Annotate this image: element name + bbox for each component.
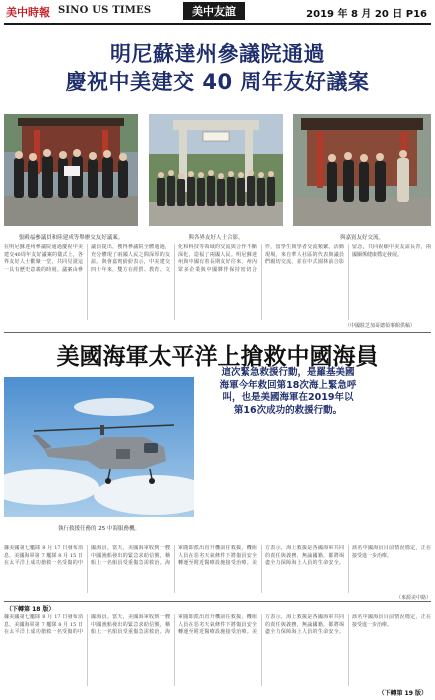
article-divider: [4, 332, 431, 333]
article2-source: （來源美中路）: [396, 595, 432, 601]
article1-photo-2: [149, 114, 283, 226]
lower-divider: [4, 601, 431, 602]
article2-body: 據美國第七艦隊 8 月 17 日發布消息，美國海軍第 7 艦隊 8 月 15 日在太平洋上成功搶救一名受傷的中國海員。當天，美國海軍收到一艘中國漁船發出的緊急求助信號，稱船上一名船員受重傷急需救治。海軍隨即派出直升機前往救援，機組人員在惡劣天氣條件下將傷員安全轉運至附近醫療設施接受治療。美方表示，海上救援是各國海軍共同的責任與義務，無論國籍，都將竭盡全力保障海上人員的生命安全。該名中國海員目前情況穩定，正在接受進一步治療。: [4, 545, 431, 567]
article2-photo-caption: 執行救援任務的 25 中海服務機。: [58, 526, 140, 532]
article2-headline: 美國海軍太平洋上搶救中國海員: [56, 344, 379, 370]
article1-photo-2-caption: 與各界友好人士合影。: [188, 235, 244, 241]
article1-headline-line1: 明尼蘇達州參議院通過: [110, 42, 325, 66]
article1-headline-line2: 慶祝中美建交 40 周年友好議案: [65, 70, 370, 94]
article1-photo-1-caption: 張殿福參議員和陸建成等舉辦交友好議案。: [18, 235, 124, 241]
newspaper-logo: 美中時報: [6, 6, 50, 19]
article1-photo-3-caption: 與嘉賓友好交流。: [339, 235, 384, 241]
article1-photo-1: [4, 114, 138, 226]
article2-deck: 這次緊急救援行動，是羅基美國海軍今年救回第18次海上緊急呼叫，也是美國海軍在2019年以第16次成功的救援行動。: [219, 367, 357, 416]
continued-right: （下轉第 19 版）: [378, 690, 427, 697]
article1-photo-3: [293, 114, 431, 226]
article1-source: （中國駐芝加哥總領事館供稿）: [345, 323, 416, 329]
masthead-rule: [4, 23, 431, 25]
section-label: 美中友誼: [183, 2, 245, 20]
article2-helicopter-photo: [4, 377, 194, 517]
article1-body: 在明尼蘇達州參議院通過慶祝中美建交40周年友好議案的儀式上，各界友好人士歡聚一堂，共同見證這一具有歷史意義的時刻。議案由參議員提出，獲得參議院全體通過，充分體現了兩國人民之間深厚的友誼。與會嘉賓紛紛表示，中美建交四十年來，雙方在經貿、教育、文化和科技等領域的交流與合作不斷深化，造福了兩國人民。明尼蘇達州與中國有着長期友好往來，州內眾多企業與中國夥伴保持密切合作，留學生與學者交流頻繁。活動現場，來自華人社區的代表與議員們親切交流，並在中式園林前合影留念，共同祝願中美友誼長青，兩國關係健康穩定發展。: [4, 244, 431, 273]
issue-date: 2019 年 8 月 20 日 P16: [306, 9, 427, 20]
masthead: [0, 0, 435, 22]
newspaper-name-en: SINO US TIMES: [58, 5, 152, 16]
continued-left: （下轉第 18 版）: [6, 606, 55, 613]
continued-body: 據美國第七艦隊 8 月 17 日發布消息，美國海軍第 7 艦隊 8 月 15 日在太平洋上成功搶救一名受傷的中國海員。當天，美國海軍收到一艘中國漁船發出的緊急求助信號，稱船上一名船員受重傷急需救治。海軍隨即派出直升機前往救援，機組人員在惡劣天氣條件下將傷員安全轉運至附近醫療設施接受治療。美方表示，海上救援是各國海軍共同的責任與義務，無論國籍，都將竭盡全力保障海上人員的生命安全。該名中國海員目前情況穩定，正在接受進一步治療。: [4, 614, 431, 636]
